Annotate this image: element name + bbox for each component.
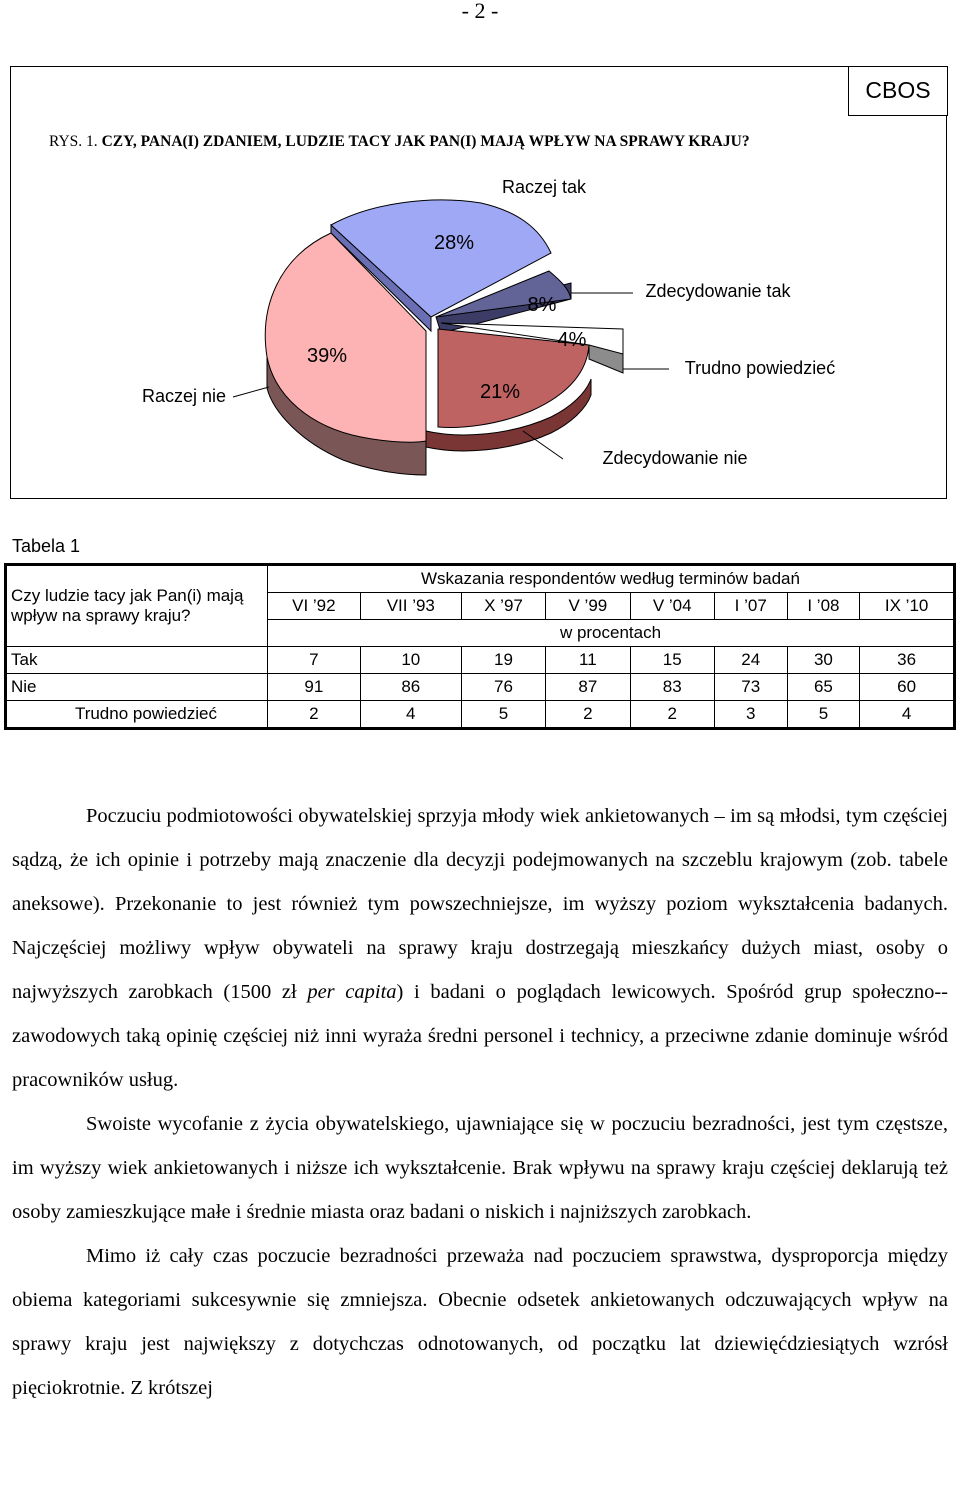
table-cell: 3 [714,701,787,729]
paragraph: Mimo iż cały czas poczucie bezradności przeważa nad poczuciem sprawstwa, dysproporcja między obiema kategoriami sukcesywnie się zmniejsza. Obecnie odsetek ankietowanych odczuwających wpływ na sprawy kraju jest największy z dotychczas odnotowanych, od początku lat dziewięćdziesiątych wzrósł pięciokrotnie. Z krótszej [12,1245,948,1399]
table-cell: 2 [546,701,630,729]
paragraph: Swoiste wycofanie z życia obywatelskiego, ujawniające się w poczuciu bezradności, jest tym częstsze, im wyższy wiek ankietowanych i niższe ich wykształcenie. Brak wpływu na sprawy kraju częściej deklarują też osoby zamieszkujące małe i średnie miasta oraz badani o niskich i najniższych zarobkach. [12,1113,948,1223]
table-cell: 87 [546,674,630,701]
paragraph-text: Poczuciu podmiotowości obywatelskiej sprzyja młody wiek ankietowanych – im są młodsi, tym częściej sądzą, że ich opinie i potrzeby mają znaczenie dla decyzji podejmowanych na szczeblu krajowym (zob. tabele aneksowe). Przekonanie to jest również tym powszechniejsze, im wyższy poziom wykształcenia badanych. Najczęściej możliwy wpływ obywateli na sprawy kraju dostrzegają mieszkańcy dużych miast, osoby o najwyższych zarobkach (1500 zł [12,805,948,1003]
table-cell: 19 [461,647,545,674]
table-cell: 65 [787,674,860,701]
slice-value-raczej-tak: 28% [433,232,475,254]
table-cell: 10 [360,647,461,674]
table-cell: 2 [268,701,361,729]
table-header-row [6,565,955,593]
table-cell: 11 [546,647,630,674]
column-header: IX ’10 [860,593,955,620]
source-label: CBOS [848,66,948,116]
table-title: Tabela 1 [12,536,81,556]
paragraph-text: ) i badani o poglądach lewicowych. Spośród grup społeczno--zawodowych taką opinię częściej niż inni wyraża średni personel i technicy, a przeciwne zdanie dominuje wśród pracowników usług. [12,981,948,1091]
column-header: I ’07 [714,593,787,620]
slice-value-raczej-nie: 39% [306,345,348,367]
figure-number: RYS. 1. [49,133,102,150]
column-header: V ’04 [630,593,714,620]
table-cell: 7 [268,647,361,674]
table-cell: 73 [714,674,787,701]
row-label: Nie [6,674,268,701]
leader-line-raczej-nie [233,387,269,397]
slice-label-zdecydowanie-nie: Zdecydowanie nie [602,448,748,468]
table-row [6,647,955,674]
table-cell: 4 [860,701,955,729]
table-cell: 83 [630,674,714,701]
column-header: VI ’92 [268,593,361,620]
column-header: V ’99 [546,593,630,620]
results-table [4,563,956,730]
table-cell: 91 [268,674,361,701]
row-label: Tak [6,647,268,674]
figure-question: CZY, PANA(I) ZDANIEM, LUDZIE TACY JAK PAN(I) MAJĄ WPŁYW NA SPRAWY KRAJU? [101,133,750,150]
column-header: I ’08 [787,593,860,620]
table-question-cell: Czy ludzie tacy jak Pan(i) mają wpływ na sprawy kraju? [6,565,268,647]
slice-label-raczej-nie: Raczej nie [141,386,227,406]
slice-label-raczej-tak: Raczej tak [501,177,587,197]
table-cell: 5 [787,701,860,729]
figure-panel [10,66,947,499]
slice-value-zdecydowanie-tak: 8% [527,294,557,316]
row-label: Trudno powiedzieć [6,701,268,729]
emphasis-text: per capita [307,981,397,1003]
table-cell: 86 [360,674,461,701]
table-unit-label: w procentach [268,620,955,647]
table-cell: 76 [461,674,545,701]
column-header: X ’97 [461,593,545,620]
table-row [6,674,955,701]
table-cell: 24 [714,647,787,674]
slice-value-zdecydowanie-nie: 21% [479,381,521,403]
table-cell: 15 [630,647,714,674]
column-header: VII ’93 [360,593,461,620]
slice-label-zdecydowanie-tak: Zdecydowanie tak [645,281,791,301]
body-text [12,794,948,1410]
table-cell: 2 [630,701,714,729]
table-header-group: Wskazania respondentów według terminów badań [268,565,955,593]
slice-label-trudno-powiedziec: Trudno powiedzieć [684,358,836,378]
table-cell: 4 [360,701,461,729]
paragraph [12,794,948,1102]
page-number: - 2 - [461,0,499,23]
pie-chart [11,67,948,500]
table-cell: 60 [860,674,955,701]
table-cell: 5 [461,701,545,729]
table-row [6,701,955,729]
table-cell: 36 [860,647,955,674]
slice-value-trudno-powiedziec: 4% [557,329,587,351]
table-cell: 30 [787,647,860,674]
